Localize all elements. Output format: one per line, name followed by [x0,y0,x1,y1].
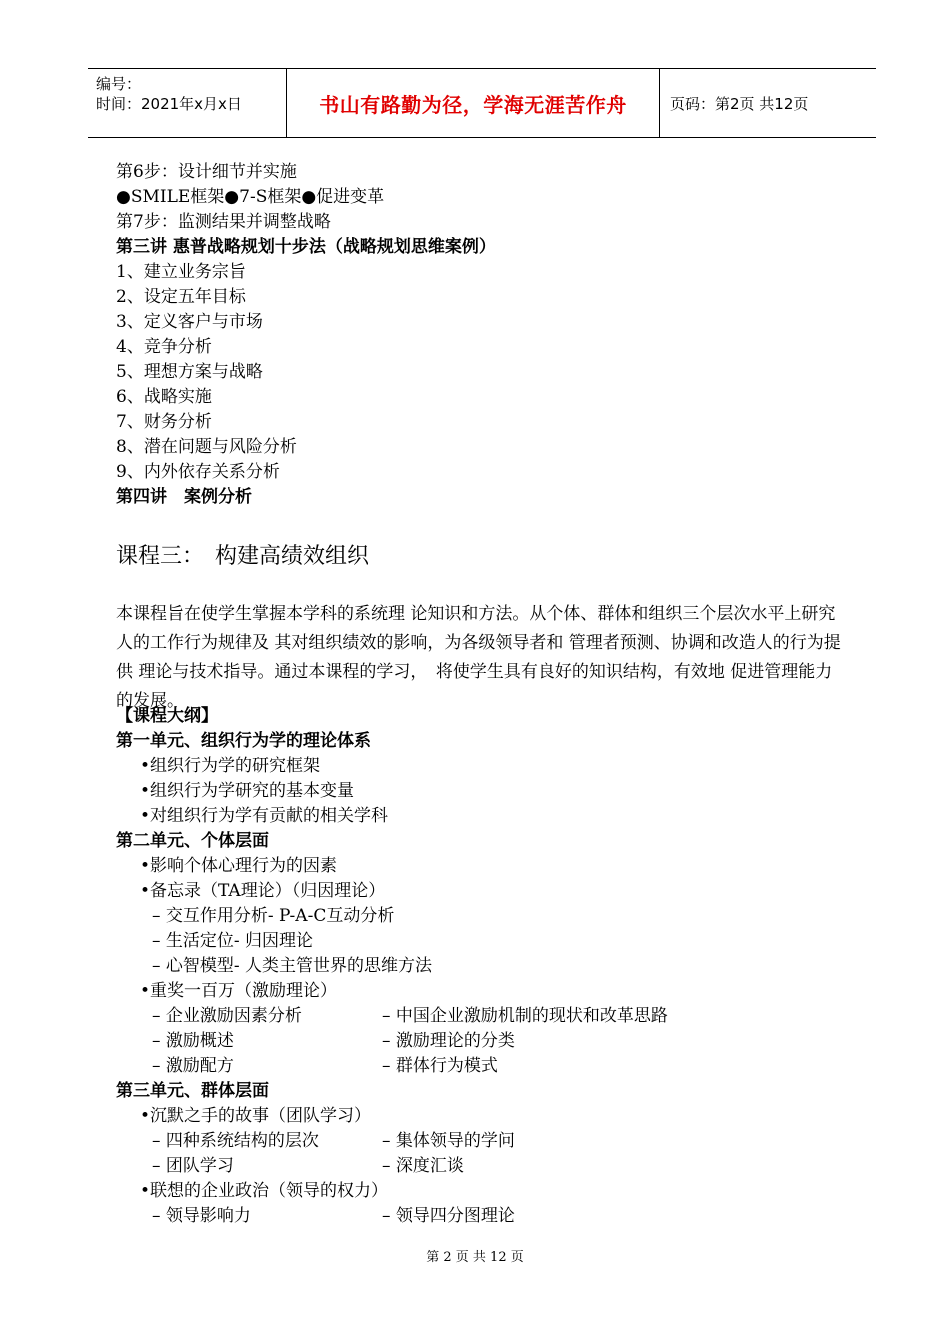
outline-item-text: •组织行为学的研究框架 [140,756,321,776]
outline-item-text: 第一单元、组织行为学的理论体系 [116,731,371,751]
outline-item-text: – 领导影响力 [152,1206,251,1226]
outline-item [152,1029,234,1053]
list-item: 6、战略实施 [116,387,212,407]
header-page-label: 页码：第2页 共12页 [670,94,809,113]
outline-item-text: •重奖一百万（激励理论） [140,981,338,1001]
section-heading: 第四讲 案例分析 [116,487,252,507]
outline-item-text: – 激励配方 [152,1056,234,1076]
outline-item-text: •对组织行为学有贡献的相关学科 [140,806,389,826]
time-label: 时间：2021年x月x日 [96,95,242,113]
outline-item-col2: – 领导四分图理论 [382,1206,515,1226]
outline-item-text: – 激励概述 [152,1031,234,1051]
outline-item-text: 【课程大纲】 [116,706,218,726]
outline-item-text: 第三单元、群体层面 [116,1081,269,1101]
list-item: 3、定义客户与市场 [116,312,263,332]
outline-item [152,1054,234,1078]
outline-item [152,904,394,928]
outline-heading [116,1079,269,1103]
outline-item-text: – 生活定位- 归因理论 [152,931,314,951]
outline-item [140,1179,388,1203]
outline-heading [116,729,371,753]
outline-item [140,754,320,778]
outline-item-text: – 四种系统结构的层次 [152,1131,319,1151]
outline-item-col2: – 深度汇谈 [382,1156,464,1176]
outline-item [152,1204,251,1228]
outline-item-col2: – 激励理论的分类 [382,1031,515,1051]
list-item: ●SMILE框架●7-S框架●促进变革 [116,187,385,207]
list-item: 7、财务分析 [116,412,212,432]
list-item: 2、设定五年目标 [116,287,246,307]
list-item: 第7步：监测结果并调整战略 [116,212,331,232]
outline-item [140,804,388,828]
outline-item-col2: – 集体领导的学问 [382,1131,515,1151]
outline-item [140,779,354,803]
motto-text: 书山有路勤为径，学海无涯苦作舟 [319,92,627,117]
list-item: 4、竞争分析 [116,337,212,357]
outline-item-col2: – 中国企业激励机制的现状和改革思路 [382,1006,668,1026]
number-label: 编号： [96,75,142,93]
outline-item-text: •组织行为学研究的基本变量 [140,781,355,801]
outline-item [152,1129,319,1153]
outline-heading [116,704,218,728]
outline-item-text: – 交互作用分析- P-A-C互动分析 [152,906,395,926]
page-footer: 第 2 页 共 12 页 [426,1250,524,1265]
outline-item [140,1104,371,1128]
list-item: 8、潜在问题与风险分析 [116,437,297,457]
outline-item-text: •沉默之手的故事（团队学习） [140,1106,372,1126]
outline-item-text: •影响个体心理行为的因素 [140,856,338,876]
outline-item-text: – 心智模型- 人类主管世界的思维方法 [152,956,433,976]
outline-item [152,1004,302,1028]
outline-heading [116,829,269,853]
outline-item-text: •联想的企业政治（领导的权力） [140,1181,389,1201]
page-header [88,68,876,138]
outline-item-text: •备忘录（TA理论）（归因理论） [140,881,386,901]
outline-item-text: – 企业激励因素分析 [152,1006,302,1026]
outline-item-text: 第二单元、个体层面 [116,831,269,851]
outline-item [152,929,313,953]
header-meta [88,69,286,137]
outline-item [140,879,385,903]
outline-item-text: – 团队学习 [152,1156,234,1176]
list-item: 5、理想方案与战略 [116,362,263,382]
outline-item [152,954,432,978]
outline-item [152,1154,234,1178]
course-title: 课程三： 构建高绩效组织 [116,544,370,569]
section-heading: 第三讲 惠普战略规划十步法（战略规划思维案例） [116,237,496,257]
outline-item [140,854,337,878]
header-motto [286,69,660,137]
list-item: 第6步：设计细节并实施 [116,162,297,182]
course-intro: 本课程旨在使学生掌握本学科的系统理 论知识和方法。从个体、群体和组织三个层次水平上研究人的工作行为规律及 其对组织绩效的影响，为各级领导者和 管理者预测、协调和改造人的行为提供 理论与技术指导。通过本课程的学习， 将使学生具有良好的知识结构，有效地 促进管理能力的发展。 [116,604,841,711]
list-item: 9、内外依存关系分析 [116,462,280,482]
outline-item [140,979,337,1003]
outline-item-col2: – 群体行为模式 [382,1056,498,1076]
list-item: 1、建立业务宗旨 [116,262,246,282]
